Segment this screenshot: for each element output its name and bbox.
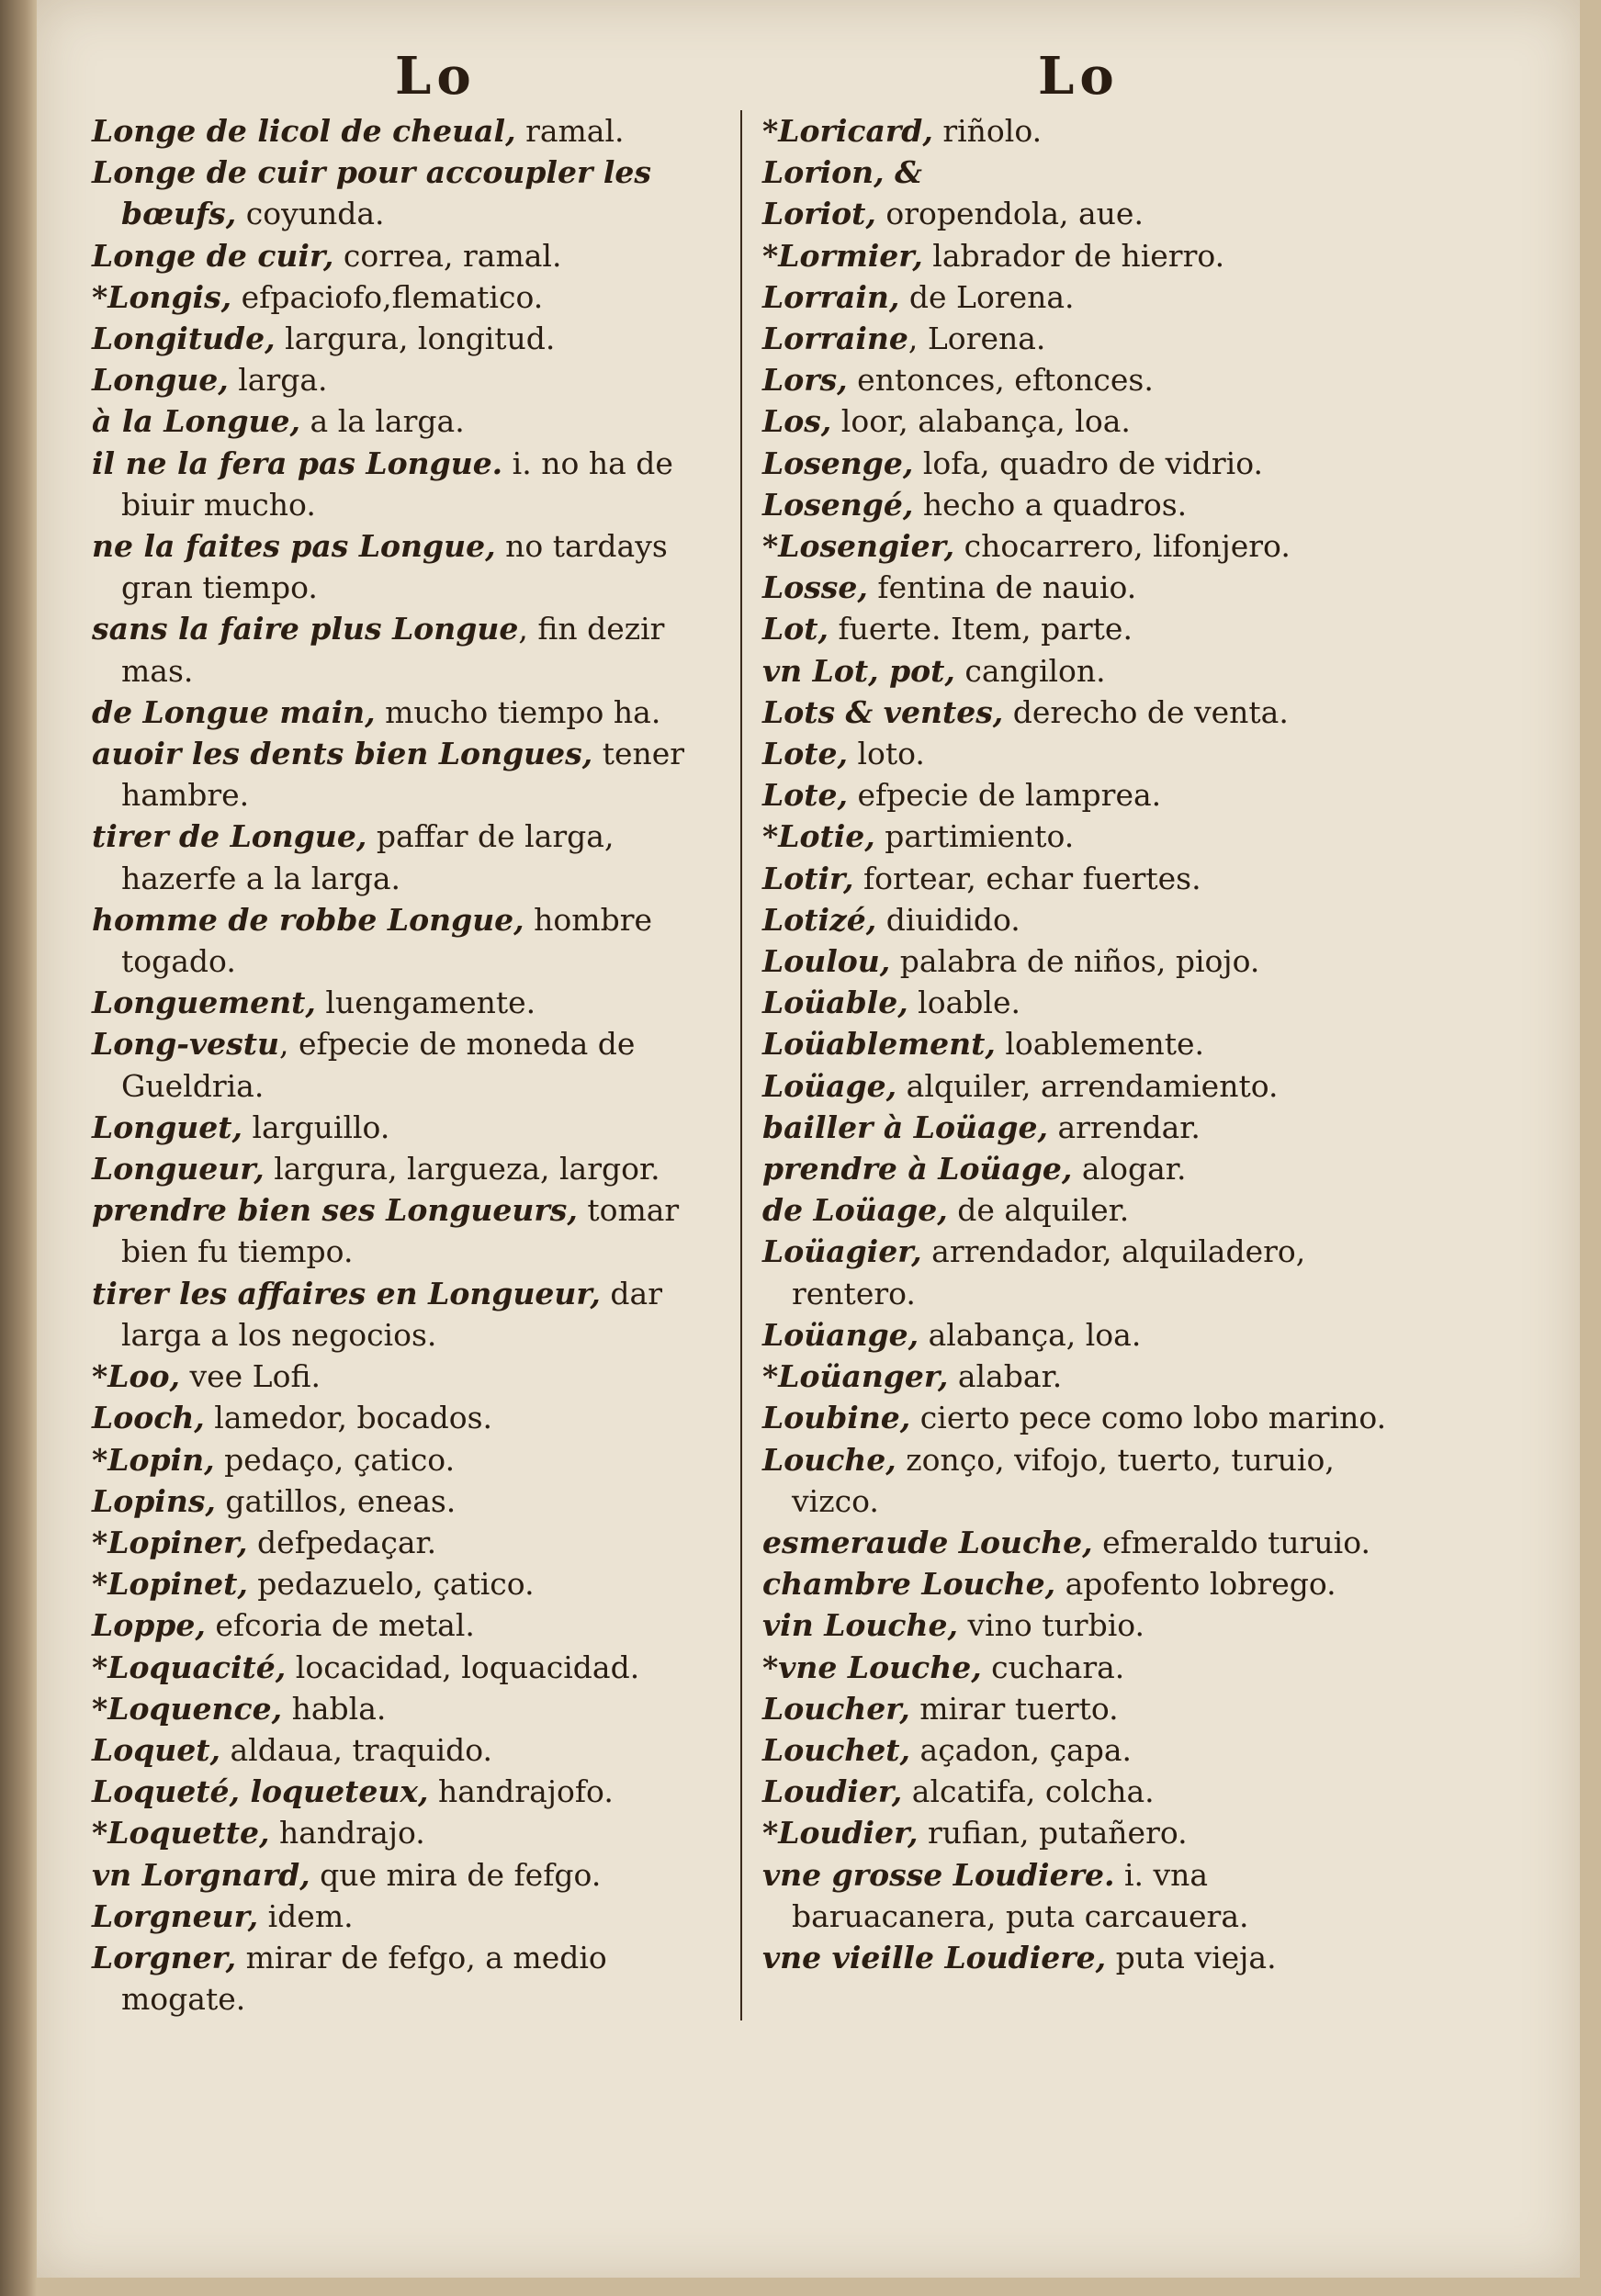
dictionary-entry bbox=[92, 1439, 735, 1480]
entry-definition: efpecie de lamprea. bbox=[847, 777, 1162, 814]
entry-headword: vn Lot, pot, bbox=[762, 652, 955, 689]
dictionary-entry bbox=[762, 858, 1405, 899]
dictionary-entry bbox=[92, 110, 735, 152]
dictionary-entry bbox=[92, 1604, 735, 1646]
book-gutter-shadow bbox=[0, 0, 37, 2296]
dictionary-entry bbox=[762, 774, 1405, 816]
entry-headword: Long-vestu bbox=[92, 1026, 279, 1063]
dictionary-entry bbox=[762, 484, 1405, 525]
entry-definition: a la larga. bbox=[300, 403, 465, 440]
entry-headword: *Loudier, bbox=[762, 1815, 919, 1851]
entry-definition: loablemente. bbox=[995, 1026, 1204, 1063]
dictionary-entry bbox=[92, 1896, 735, 1937]
entry-headword: auoir les dents bien Longues, bbox=[92, 736, 593, 772]
dictionary-entry bbox=[92, 1812, 735, 1853]
dictionary-entry bbox=[762, 1854, 1405, 1937]
entry-definition: lamedor, bocados. bbox=[204, 1400, 493, 1436]
entry-definition: larguillo. bbox=[242, 1109, 390, 1145]
dictionary-entry bbox=[92, 1397, 735, 1438]
entry-definition: alcatifa, colcha. bbox=[902, 1773, 1155, 1810]
dictionary-entry bbox=[92, 608, 735, 691]
entry-headword: Loüage, bbox=[762, 1067, 897, 1104]
dictionary-entry bbox=[92, 1771, 735, 1812]
entry-definition: no tardays gran tiempo. bbox=[121, 528, 668, 606]
dictionary-entry bbox=[92, 1522, 735, 1563]
entry-headword: vne vieille Loudiere, bbox=[762, 1939, 1107, 1975]
entry-headword: Lorgneur, bbox=[92, 1897, 259, 1934]
entry-headword: *Loquacité, bbox=[92, 1649, 287, 1685]
entry-headword: vne grosse Loudiere. bbox=[762, 1856, 1115, 1893]
entry-headword: tirer les affaires en Longueur, bbox=[92, 1275, 601, 1311]
entry-headword: *Loquence, bbox=[92, 1690, 283, 1727]
entry-definition: i. vna baruacanera, puta carcauera. bbox=[792, 1856, 1249, 1934]
entry-definition: dar larga a los negocios. bbox=[121, 1275, 662, 1353]
dictionary-entry bbox=[762, 567, 1405, 608]
entry-definition: riñolo. bbox=[932, 113, 1043, 149]
entry-headword: *Loüanger, bbox=[762, 1358, 949, 1395]
entry-headword: homme de robbe Longue, bbox=[92, 901, 524, 938]
dictionary-entry bbox=[92, 1356, 735, 1397]
dictionary-entry bbox=[762, 193, 1405, 234]
entry-definition: derecho de venta. bbox=[1003, 693, 1289, 730]
entry-headword: Longe de licol de cheual, bbox=[92, 113, 516, 149]
right-column bbox=[762, 110, 1405, 1978]
dictionary-entry bbox=[762, 1647, 1405, 1688]
entry-definition: açadon, çapa. bbox=[910, 1731, 1133, 1768]
entry-headword: Loriot, bbox=[762, 196, 876, 232]
entry-headword: Loüagier, bbox=[762, 1233, 922, 1270]
dictionary-entry bbox=[92, 276, 735, 318]
dictionary-entry bbox=[762, 525, 1405, 567]
dictionary-entry bbox=[92, 1480, 735, 1522]
entry-headword: ne la faites pas Longue, bbox=[92, 528, 496, 565]
dictionary-entry bbox=[762, 940, 1405, 982]
entry-headword: Longuement, bbox=[92, 985, 316, 1021]
dictionary-entry bbox=[762, 1189, 1405, 1231]
entry-headword: prendre à Loüage, bbox=[762, 1151, 1073, 1187]
entry-headword: Lorraine bbox=[762, 321, 908, 357]
entry-headword: Longitude, bbox=[92, 321, 276, 357]
entry-definition: ramal. bbox=[515, 113, 625, 149]
entry-headword: *Lopin, bbox=[92, 1441, 215, 1478]
dictionary-entry bbox=[92, 443, 735, 525]
entry-definition: habla. bbox=[282, 1690, 387, 1727]
entry-definition: fentina de nauio. bbox=[867, 569, 1137, 606]
dictionary-entry bbox=[762, 1771, 1405, 1812]
dictionary-entry bbox=[762, 1107, 1405, 1148]
entry-definition: rufian, putañero. bbox=[918, 1815, 1188, 1851]
dictionary-entry bbox=[762, 1729, 1405, 1771]
dictionary-entry bbox=[762, 1439, 1405, 1522]
entry-headword: Lote, bbox=[762, 777, 848, 814]
entry-definition: idem. bbox=[258, 1897, 354, 1934]
dictionary-entry bbox=[762, 1604, 1405, 1646]
dictionary-entry bbox=[92, 525, 735, 608]
entry-headword: Lote, bbox=[762, 736, 848, 772]
dictionary-entry bbox=[762, 1356, 1405, 1397]
entry-definition: efpaciofo,flematico. bbox=[231, 278, 544, 315]
entry-definition: que mira de fefgo. bbox=[310, 1856, 602, 1893]
dictionary-entry bbox=[762, 816, 1405, 857]
running-head-left: Lo bbox=[395, 46, 477, 107]
entry-definition: arrendador, alquiladero, rentero. bbox=[792, 1233, 1306, 1311]
entry-definition: cuchara. bbox=[981, 1649, 1125, 1685]
dictionary-entry bbox=[92, 1107, 735, 1148]
running-head-right: Lo bbox=[1038, 46, 1120, 107]
dictionary-entry bbox=[762, 899, 1405, 940]
entry-definition: arrendar. bbox=[1047, 1109, 1201, 1145]
entry-headword: de Longue main, bbox=[92, 693, 376, 730]
dictionary-entry bbox=[762, 235, 1405, 276]
entry-definition: labrador de hierro. bbox=[922, 237, 1225, 274]
entry-definition: mirar de fefgo, a medio mogate. bbox=[121, 1939, 607, 2018]
entry-headword: Loudier, bbox=[762, 1773, 903, 1810]
dictionary-entry bbox=[762, 359, 1405, 400]
entry-definition: alabança, loa. bbox=[919, 1316, 1142, 1353]
entry-definition: de alquiler. bbox=[947, 1192, 1130, 1229]
dictionary-entry bbox=[92, 1647, 735, 1688]
entry-definition: vino turbio. bbox=[957, 1607, 1145, 1644]
dictionary-entry bbox=[92, 899, 735, 982]
dictionary-entry bbox=[762, 400, 1405, 442]
entry-definition: gatillos, eneas. bbox=[215, 1482, 457, 1519]
entry-headword: Lorgner, bbox=[92, 1939, 237, 1975]
entry-definition: alquiler, arrendamiento. bbox=[896, 1067, 1279, 1104]
entry-definition: de Lorena. bbox=[899, 278, 1075, 315]
dictionary-entry bbox=[762, 1688, 1405, 1729]
entry-definition: entonces, eftonces. bbox=[847, 362, 1154, 399]
entry-definition: coyunda. bbox=[236, 196, 385, 232]
entry-headword: Losenge, bbox=[762, 445, 914, 481]
dictionary-entry bbox=[762, 1937, 1405, 1978]
entry-headword: vn Lorgnard, bbox=[92, 1856, 310, 1893]
dictionary-entry bbox=[92, 1854, 735, 1896]
dictionary-entry bbox=[92, 1273, 735, 1356]
entry-definition: correa, ramal. bbox=[333, 237, 562, 274]
entry-headword: tirer de Longue, bbox=[92, 818, 367, 855]
entry-definition: tomar bien fu tiempo. bbox=[121, 1192, 680, 1270]
dictionary-entry bbox=[762, 110, 1405, 152]
entry-headword: Loqueté, loqueteux, bbox=[92, 1773, 429, 1810]
entry-headword: Lorrain, bbox=[762, 278, 900, 315]
entry-definition: , fin dezir mas. bbox=[121, 611, 665, 689]
entry-headword: Longuet, bbox=[92, 1109, 243, 1145]
dictionary-entry bbox=[762, 443, 1405, 484]
entry-definition: lofa, quadro de vidrio. bbox=[913, 445, 1264, 481]
dictionary-entry bbox=[92, 359, 735, 400]
dictionary-entry bbox=[92, 1937, 735, 2020]
entry-definition: cierto pece como lobo marino. bbox=[910, 1400, 1387, 1436]
entry-definition: oropendola, aue. bbox=[875, 196, 1144, 232]
entry-definition: alabar. bbox=[948, 1358, 1063, 1395]
dictionary-entry bbox=[92, 816, 735, 898]
dictionary-entry bbox=[762, 1812, 1405, 1853]
dictionary-entry bbox=[92, 400, 735, 442]
entry-headword: Longueur, bbox=[92, 1151, 265, 1187]
entry-headword: il ne la fera pas Longue. bbox=[92, 445, 503, 481]
dictionary-entry bbox=[92, 982, 735, 1023]
entry-definition: pedazuelo, çatico. bbox=[247, 1566, 535, 1603]
entry-headword: esmeraude Louche, bbox=[762, 1524, 1093, 1560]
entry-headword: *Loricard, bbox=[762, 113, 933, 149]
column-divider bbox=[740, 110, 742, 2020]
dictionary-entry bbox=[92, 733, 735, 816]
entry-definition: palabra de niños, piojo. bbox=[890, 943, 1260, 980]
entry-definition: pedaço, çatico. bbox=[214, 1441, 456, 1478]
entry-headword: de Loüage, bbox=[762, 1192, 948, 1229]
entry-headword: Longe de cuir, bbox=[92, 237, 334, 274]
entry-headword: Lots & ventes, bbox=[762, 693, 1004, 730]
entry-definition: hombre togado. bbox=[121, 901, 653, 980]
entry-headword: *Losengier, bbox=[762, 528, 955, 565]
entry-definition: vee Lofi. bbox=[179, 1358, 321, 1395]
entry-definition: aldaua, traquido. bbox=[220, 1731, 492, 1768]
entry-headword: Lopins, bbox=[92, 1482, 216, 1519]
dictionary-entry bbox=[92, 1023, 735, 1106]
entry-headword: Lotizé, bbox=[762, 901, 877, 938]
dictionary-entry bbox=[762, 1314, 1405, 1356]
entry-definition: luengamente. bbox=[315, 985, 536, 1021]
dictionary-entry bbox=[762, 318, 1405, 359]
entry-headword: *vne Louche, bbox=[762, 1649, 982, 1685]
entry-headword: *Loquette, bbox=[92, 1815, 270, 1851]
entry-headword: Loppe, bbox=[92, 1607, 206, 1644]
dictionary-entry bbox=[762, 1023, 1405, 1064]
entry-definition: diuidido. bbox=[876, 901, 1020, 938]
dictionary-entry bbox=[92, 1729, 735, 1771]
entry-headword: Loüable, bbox=[762, 985, 908, 1021]
entry-headword: Losengé, bbox=[762, 486, 914, 523]
dictionary-entry bbox=[762, 1148, 1405, 1189]
entry-headword: *Lopinet, bbox=[92, 1566, 248, 1603]
dictionary-entry bbox=[762, 982, 1405, 1023]
entry-headword: Lorion, & bbox=[762, 154, 922, 191]
entry-headword: à la Longue, bbox=[92, 403, 301, 440]
entry-headword: Loucher, bbox=[762, 1690, 910, 1727]
dictionary-entry bbox=[92, 318, 735, 359]
entry-headword: Los, bbox=[762, 403, 832, 440]
entry-headword: sans la faire plus Longue bbox=[92, 611, 519, 647]
entry-definition: locacidad, loquacidad. bbox=[286, 1649, 640, 1685]
entry-definition: efcoria de metal. bbox=[205, 1607, 475, 1644]
left-column bbox=[92, 110, 735, 2020]
entry-headword: *Loo, bbox=[92, 1358, 180, 1395]
entry-headword: Lot, bbox=[762, 611, 829, 647]
entry-definition: apofento lobrego. bbox=[1055, 1566, 1336, 1603]
entry-definition: mirar tuerto. bbox=[909, 1690, 1119, 1727]
entry-headword: Loüablement, bbox=[762, 1026, 996, 1063]
entry-headword: *Lopiner, bbox=[92, 1524, 248, 1560]
entry-headword: Louchet, bbox=[762, 1731, 911, 1768]
entry-headword: bailler à Loüage, bbox=[762, 1109, 1048, 1145]
entry-definition: larga. bbox=[228, 362, 328, 399]
entry-definition: , efpecie de moneda de Gueldria. bbox=[121, 1026, 636, 1104]
entry-headword: Loüange, bbox=[762, 1316, 919, 1353]
entry-definition: mucho tiempo ha. bbox=[375, 693, 661, 730]
dictionary-entry bbox=[92, 1189, 735, 1272]
entry-definition: loor, alabança, loa. bbox=[831, 403, 1131, 440]
entry-headword: Lotir, bbox=[762, 860, 854, 896]
entry-definition: tener hambre. bbox=[121, 736, 685, 814]
entry-headword: Loubine, bbox=[762, 1400, 911, 1436]
entry-headword: chambre Louche, bbox=[762, 1566, 1056, 1603]
entry-definition: efmeraldo turuio. bbox=[1092, 1524, 1371, 1560]
entry-headword: prendre bien ses Longueurs, bbox=[92, 1192, 578, 1229]
entry-definition: fortear, echar fuertes. bbox=[853, 860, 1201, 896]
dictionary-entry bbox=[92, 1563, 735, 1604]
entry-definition: largura, longitud. bbox=[275, 321, 556, 357]
dictionary-entry bbox=[762, 276, 1405, 318]
entry-definition: alogar. bbox=[1072, 1151, 1187, 1187]
entry-headword: Lors, bbox=[762, 362, 848, 399]
entry-definition: loto. bbox=[847, 736, 925, 772]
entry-definition: defpedaçar. bbox=[247, 1524, 437, 1560]
entry-headword: Louche, bbox=[762, 1441, 896, 1478]
dictionary-entry bbox=[762, 1397, 1405, 1438]
dictionary-entry bbox=[762, 1563, 1405, 1604]
entry-headword: Looch, bbox=[92, 1400, 205, 1436]
entry-headword: *Longis, bbox=[92, 278, 232, 315]
entry-definition: largura, largueza, largor. bbox=[264, 1151, 660, 1187]
dictionary-entry bbox=[92, 152, 735, 234]
dictionary-entry bbox=[762, 1231, 1405, 1313]
dictionary-entry bbox=[92, 692, 735, 733]
entry-definition: zonço, vifojo, tuerto, turuio, vizco. bbox=[792, 1441, 1335, 1519]
entry-headword: Loquet, bbox=[92, 1731, 221, 1768]
dictionary-entry bbox=[92, 1148, 735, 1189]
entry-headword: Loulou, bbox=[762, 943, 891, 980]
entry-headword: Longe de cuir pour accoupler les bœufs, bbox=[92, 154, 651, 232]
entry-definition: puta vieja. bbox=[1106, 1939, 1277, 1975]
entry-definition: paffar de larga, hazerfe a la larga. bbox=[121, 818, 614, 896]
entry-definition: i. no ha de biuir mucho. bbox=[121, 445, 673, 523]
entry-definition: handrajo. bbox=[269, 1815, 425, 1851]
entry-headword: vin Louche, bbox=[762, 1607, 958, 1644]
entry-definition: partimiento. bbox=[874, 818, 1075, 855]
entry-definition: , Lorena. bbox=[908, 321, 1046, 357]
dictionary-entry bbox=[762, 152, 1405, 193]
dictionary-entry bbox=[762, 733, 1405, 774]
dictionary-entry bbox=[762, 692, 1405, 733]
entry-headword: *Lotie, bbox=[762, 818, 875, 855]
entry-headword: Longue, bbox=[92, 362, 229, 399]
dictionary-entry bbox=[92, 1688, 735, 1729]
entry-definition: handrajofo. bbox=[428, 1773, 614, 1810]
dictionary-entry bbox=[762, 608, 1405, 649]
dictionary-entry bbox=[762, 1522, 1405, 1563]
dictionary-entry bbox=[762, 650, 1405, 692]
entry-definition: chocarrero, lifonjero. bbox=[954, 528, 1291, 565]
entry-definition: cangilon. bbox=[954, 652, 1106, 689]
entry-headword: Losse, bbox=[762, 569, 868, 606]
entry-definition: loable. bbox=[908, 985, 1020, 1021]
entry-definition: hecho a quadros. bbox=[913, 486, 1188, 523]
entry-headword: *Lormier, bbox=[762, 237, 923, 274]
dictionary-entry bbox=[762, 1065, 1405, 1107]
dictionary-entry bbox=[92, 235, 735, 276]
entry-definition: fuerte. Item, parte. bbox=[828, 611, 1133, 647]
